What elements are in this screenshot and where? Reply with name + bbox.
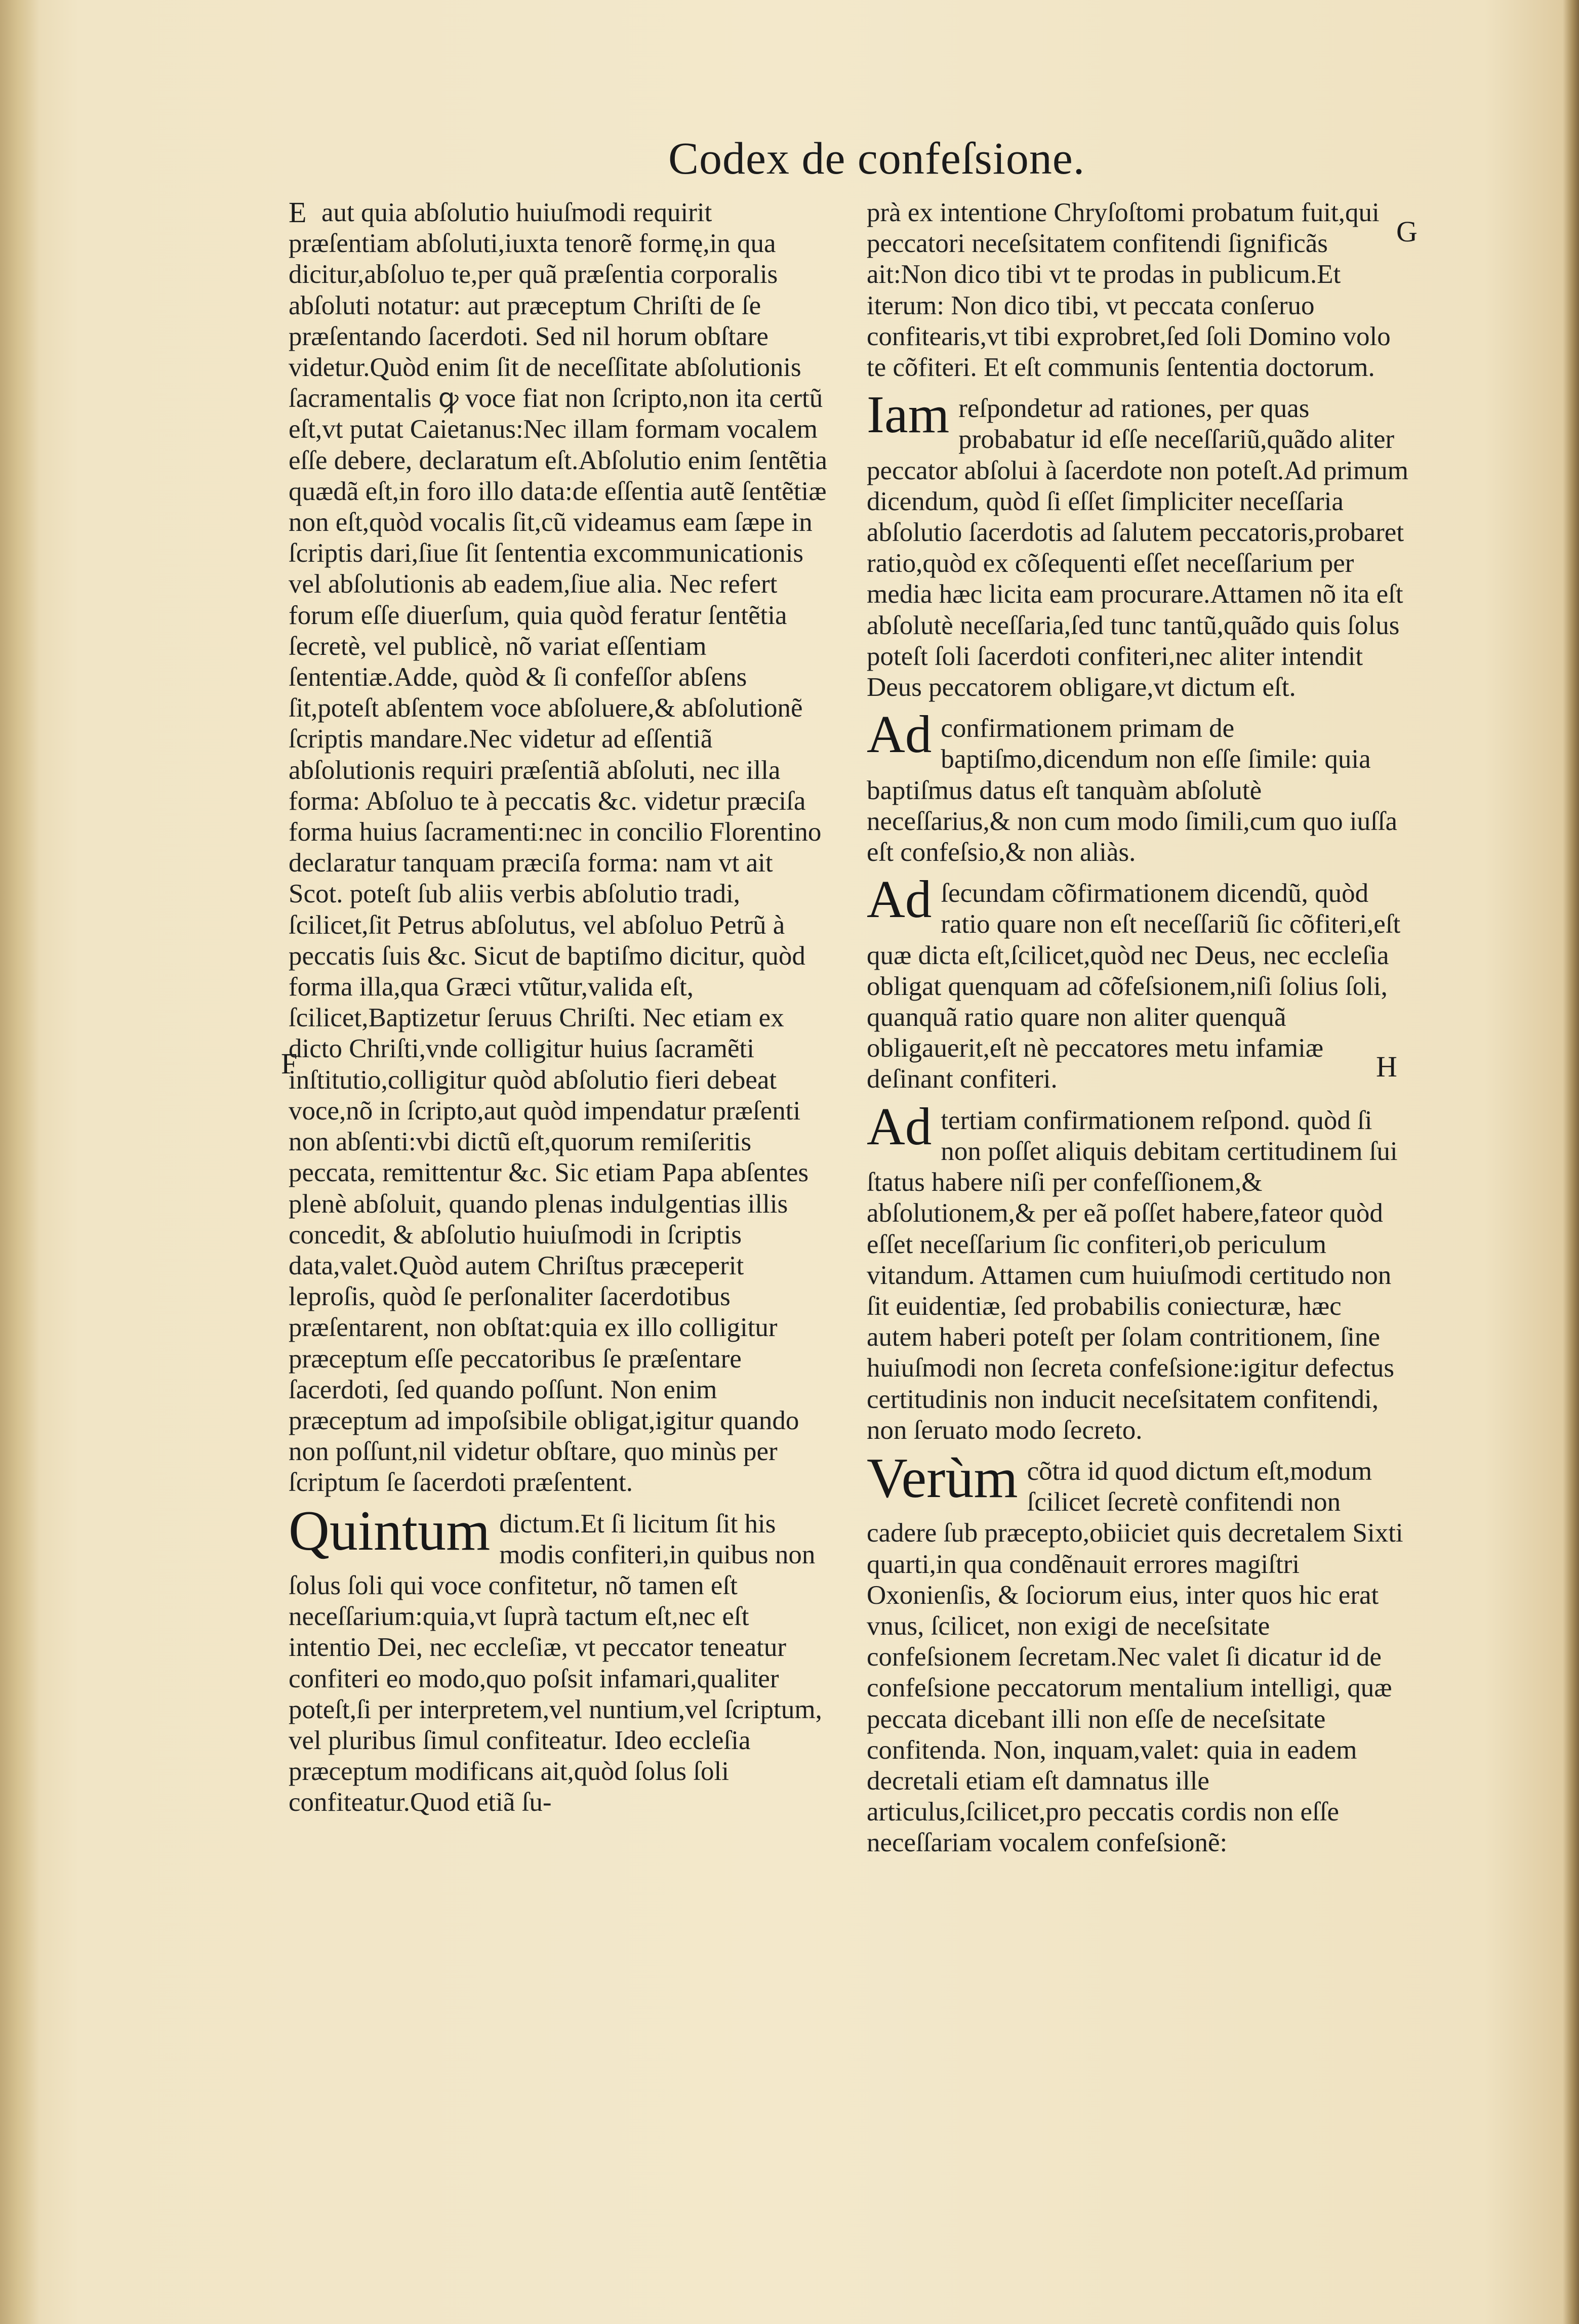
initial-word: Ad: [867, 869, 932, 929]
paragraph: aut quia abſolutio huiuſmodi requirit præſentiam abſoluti,iuxta tenorẽ formę,in qua dicitur,abſoluo te,per quã præſentia corporalis abſoluti notatur: aut præceptum Chriſti de ſe præſentando ſacerdoti. Sed nil horum obſtare videtur.Quòd enim ſit de neceſſitate abſolutionis ſacramentalis ꝙ voce fiat non ſcripto,non ita certũ eſt,vt putat Caietanus:Nec illam formam vocalem eſſe debere, declaratum eſt.Abſolutio enim ſentẽtia quædã eſt,in foro illo data:de eſſentia autẽ ſentẽtiæ non eſt,quòd vocalis ſit,cũ videamus eam ſæpe in ſcriptis dari,ſiue ſit ſententia excommunicationis vel abſolutionis ab eadem,ſiue alia. Nec refert forum eſſe diuerſum, quia quòd feratur ſentẽtia ſecretè, vel publicè, nõ variat eſſentiam ſententiæ.Adde, quòd & ſi confeſſor abſens ſit,poteſt abſentem voce abſoluere,& abſolutionẽ ſcriptis mandare.Nec videtur ad eſſentiã abſolutionis requiri præſentiã abſoluti, nec illa forma: Abſoluo te à peccatis &c. videtur præciſa forma huius ſacramenti:nec in concilio Florentino declaratur tanquam præciſa forma: nam vt ait Scot. poteſt ſub aliis verbis abſolutio tradi, ſcilicet,ſit Petrus abſolutus, vel abſoluo Petrũ à peccatis ſuis &c. Sicut de baptiſmo dicitur, quòd forma illa,qua Græci vtũtur,valida eſt, ſcilicet,Baptizetur ſeruus Chriſti. Nec etiam ex dicto Chriſti,vnde colligitur huius ſacramẽti inſtitutio,colligitur quòd abſolutio fieri debeat voce,nõ in ſcripto,aut quòd impendatur præſenti non abſenti:vbi dictũ eſt,quorum remiſeritis peccata, remittentur &c. Sic etiam Papa abſentes plenè abſoluit, quando plenas indulgentias illis concedit, & abſolutio huiuſmodi in ſcriptis data,valet.Quòd autem Chriſtus præceperit leproſis, quòd ſe perſonaliter ſacerdotibus præſentarent, non obſtat:quia ex illo colligitur præceptum eſſe peccatoribus ſe præſentare ſacerdoti, ſed quando poſſunt. Non enim præceptum ad impoſsibile obligat,igitur quando non poſſunt,nil videtur obſtare, quo minùs per ſcriptum ſe ſacerdoti præſentent.: [289, 198, 827, 1498]
paragraph: [867, 869, 1408, 1095]
gutter-shadow: [0, 0, 39, 2324]
side-letter-e: E: [289, 196, 307, 229]
right-column: [867, 197, 1408, 1859]
running-head: Codex de confeſsione.: [668, 134, 1085, 184]
paragraph-text: reſpondetur ad rationes, per quas probabatur id eſſe neceſſariũ,quãdo aliter peccator abſolui à ſacerdote non poteſt.Ad primum dicendum, quòd ſi eſſet ſimpliciter neceſſaria abſolutio ſacerdotis ad ſalutem peccatoris,probaret ratio,quòd ex cõſequenti eſſet neceſſarium per media hæc licita eam procurare.Attamen nõ ita eſt abſolutè neceſſaria,ſed tunc tantũ,quãdo quis ſolus poteſt ſoli ſacerdoti confiteri,nec aliter intendit Deus peccatorem obligare,vt dictum eſt.: [867, 394, 1408, 702]
page-edge: [1563, 0, 1579, 2324]
initial-word: Quintum: [289, 1499, 491, 1562]
left-column: [289, 197, 830, 1818]
initial-word: Iam: [867, 385, 950, 444]
paragraph-text: dictum.Et ſi licitum ſit his modis confiteri,in quibus non ſolus ſoli qui voce confitetur, nõ tamen eſt neceſſarium:quia,vt ſuprà tactum eſt,nec eſt intentio Dei, nec eccleſiæ, vt peccator teneatur confiteri eo modo,quo poſsit infamari,qualiter poteſt,ſi per interpretem,vel nuntium,vel ſcriptum, vel pluribus ſimul confiteatur. Ideo eccleſia præceptum modificans ait,quòd ſolus ſoli confiteatur.Quod etiã ſu-: [289, 1509, 822, 1817]
paragraph: [867, 1446, 1408, 1859]
initial-word: Verùm: [867, 1446, 1018, 1510]
paragraph: [867, 1096, 1408, 1446]
paragraph-text: cõtra id quod dictum eſt,modum ſcilicet ſecretè confitendi non cadere ſub præcepto,obiiciet quis decretalem Sixti quarti,in qua condẽnauit errores magiſtri Oxonienſis, & ſociorum eius, inter quos hic erat vnus, ſcilicet, non exigi de neceſsitate confeſsionem ſecretam.Nec valet ſi dicatur id de confeſsione peccatorum mentalium intelligi, quæ peccata dicebant illi non eſſe de neceſsitate confitenda. Non, inquam,valet: quia in eadem decretali etiam eſt damnatus ille articulus,ſcilicet,pro peccatis cordis non eſſe neceſſariam vocalem confeſsionẽ:: [867, 1456, 1403, 1858]
paragraph: [289, 1499, 830, 1818]
paragraph-text: confirmationem primam de baptiſmo,dicendum non eſſe ſimile: quia baptiſmus datus eſt tanquàm abſolutè neceſſarius,& non cum modo ſimili,cum quo iuſſa eſt confeſsio,& non aliàs.: [867, 714, 1398, 867]
paragraph-text: ſecundam cõfirmationem dicendũ, quòd ratio quare non eſt neceſſariũ ſic cõfiteri,eſt quæ dicta eſt,ſcilicet,quòd nec Deus, nec eccleſia obligat quenquam ad cõfeſsionem,niſi ſolius ſoli, quanquã ratio quare non aliter quenquã obligauerit,eſt nè peccatores metu infamiæ deſinant confiteri.: [867, 879, 1401, 1094]
paragraph: [867, 704, 1408, 868]
side-letter-g: G: [1396, 215, 1418, 248]
side-letter-h: H: [1376, 1050, 1397, 1083]
paragraph: [867, 385, 1408, 703]
paragraph-text: tertiam confirmationem reſpond. quòd ſi non poſſet aliquis debitam certitudinem ſui ſtatus habere niſi per confeſſionem,& abſolutionem,& per eã poſſet habere,fateor quòd eſſet neceſſarium ſic confiteri,ob periculum vitandum. Attamen cum huiuſmodi certitudo non ſit euidentiæ, ſed probabilis coniecturæ, hæc autem haberi poteſt per ſolam contritionem, ſine huiuſmodi non ſecreta confeſsione:igitur defectus certitudinis non inducit neceſsitatem confitendi, non ſeruato modo ſecreto.: [867, 1105, 1398, 1445]
initial-word: Ad: [867, 704, 932, 764]
side-letter-f: F: [281, 1047, 298, 1080]
initial-word: Ad: [867, 1096, 932, 1156]
paragraph: prà ex intentione Chryſoſtomi probatum fuit,qui peccatori neceſsitatem confitendi ſignificãs ait:Non dico tibi vt te prodas in publicum.Et iterum: Non dico tibi, vt peccata conſeruo confitearis,vt tibi exprobret,ſed ſoli Domino volo te cõfiteri. Et eſt communis ſententia doctorum.: [867, 198, 1391, 383]
